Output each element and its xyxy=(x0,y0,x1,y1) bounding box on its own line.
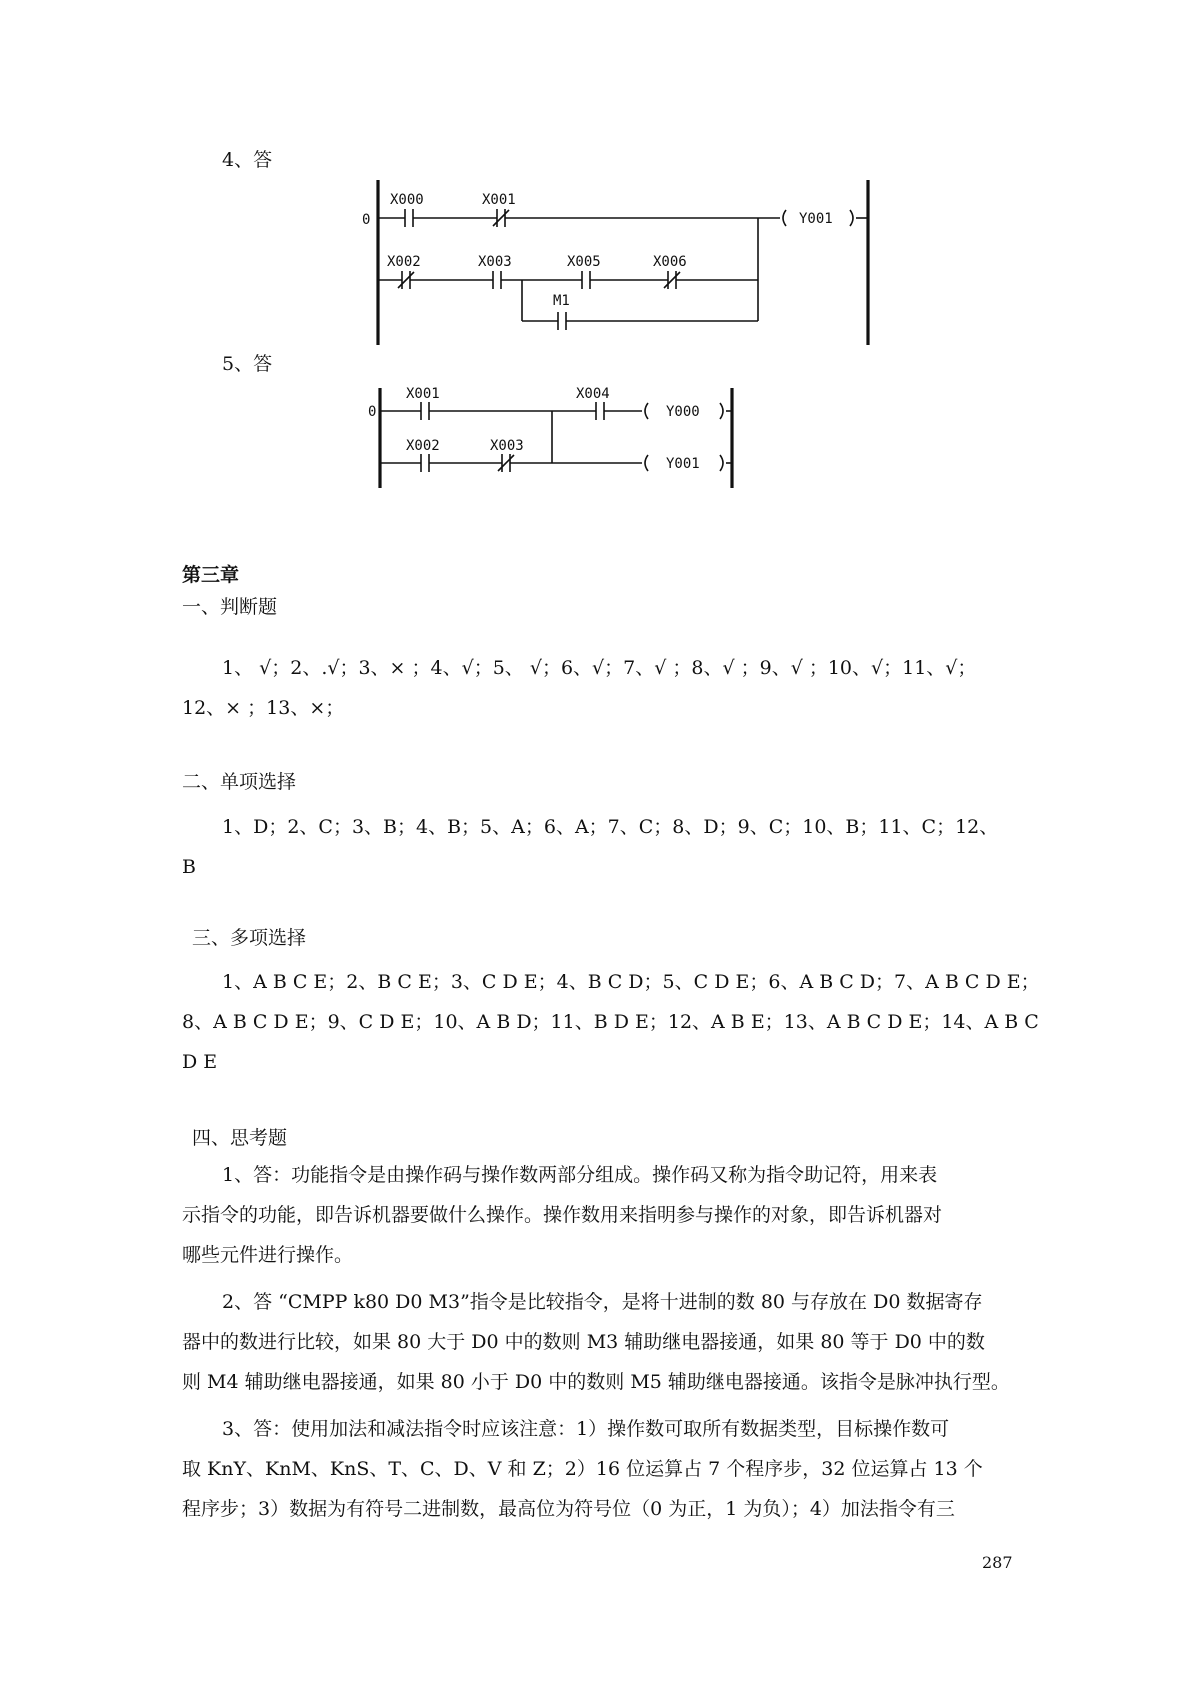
chapter-title: 第三章 xyxy=(182,564,240,586)
step-number: 0 xyxy=(368,404,377,420)
paragraph-line: 哪些元件进行操作。 xyxy=(182,1244,354,1266)
contact-label: X001 xyxy=(482,192,516,208)
paragraph-line: 1、答：功能指令是由操作码与操作数两部分组成。操作码又称为指令助记符，用来表 xyxy=(222,1164,938,1186)
section-heading: 一、判断题 xyxy=(182,596,278,618)
paragraph-line: 3、答：使用加法和减法指令时应该注意：1）操作数可取所有数据类型，目标操作数可 xyxy=(222,1418,950,1440)
contact-label: X004 xyxy=(576,386,610,402)
section-heading: 四、思考题 xyxy=(192,1127,288,1149)
paragraph-line: 示指令的功能，即告诉机器要做什么操作。操作数用来指明参与操作的对象，即告诉机器对 xyxy=(182,1204,943,1226)
answer-line: 1、 √；2、.√；3、× ；4、√；5、 √；6、√；7、√ ；8、√ ；9、√ ；10、√；11、√； xyxy=(222,657,977,679)
page-number: 287 xyxy=(982,1553,1013,1572)
step-number: 0 xyxy=(362,212,371,228)
contact-label: X001 xyxy=(406,386,440,402)
paragraph-line: 则 M4 辅助继电器接通，如果 80 小于 D0 中的数则 M5 辅助继电器接通。该指令是脉冲执行型。 xyxy=(182,1371,1010,1393)
answer-5-label: 5、答 xyxy=(222,353,273,375)
answer-4-label: 4、答 xyxy=(222,149,273,171)
section-heading: 二、单项选择 xyxy=(182,771,297,793)
contact-label: X005 xyxy=(567,254,601,270)
paragraph-line: 取 KnY、KnM、KnS、T、C、D、V 和 Z；2）16 位运算占 7 个程序步，32 位运算占 13 个 xyxy=(182,1458,983,1480)
coil-label: Y000 xyxy=(666,404,700,420)
answer-line: 1、D；2、C；3、B；4、B；5、A；6、A；7、C；8、D；9、C；10、B；11、C；12、 xyxy=(222,816,999,838)
contact-label: X002 xyxy=(387,254,421,270)
ladder-diagram-5 xyxy=(366,388,746,498)
paragraph-line: 程序步；3）数据为有符号二进制数，最高位为符号位（0 为正，1 为负）；4）加法指令有三 xyxy=(182,1498,955,1520)
answer-line: B xyxy=(182,856,196,878)
contact-label: X003 xyxy=(490,438,524,454)
answer-line: 12、× ；13、×； xyxy=(182,697,345,719)
coil-label: Y001 xyxy=(799,211,833,227)
contact-label: X002 xyxy=(406,438,440,454)
contact-label: X006 xyxy=(653,254,687,270)
contact-label: X000 xyxy=(390,192,424,208)
coil-label: Y001 xyxy=(666,456,700,472)
section-heading: 三、多项选择 xyxy=(192,927,307,949)
answer-line: 1、A B C E；2、B C E；3、C D E；4、B C D；5、C D E；6、A B C D；7、A B C D E； xyxy=(222,971,1040,993)
paragraph-line: 器中的数进行比较，如果 80 大于 D0 中的数则 M3 辅助继电器接通，如果 80 等于 D0 中的数 xyxy=(182,1331,985,1353)
contact-label: M1 xyxy=(553,293,570,309)
paragraph-line: 2、答 “CMPP k80 D0 M3”指令是比较指令，是将十进制的数 80 与存放在 D0 数据寄存 xyxy=(222,1291,983,1313)
contact-label: X003 xyxy=(478,254,512,270)
answer-line: 8、A B C D E；9、C D E；10、A B D；11、B D E；12、A B E；13、A B C D E；14、A B C xyxy=(182,1011,1039,1033)
ladder-diagram-4 xyxy=(360,180,880,350)
answer-line: D E xyxy=(182,1051,218,1073)
